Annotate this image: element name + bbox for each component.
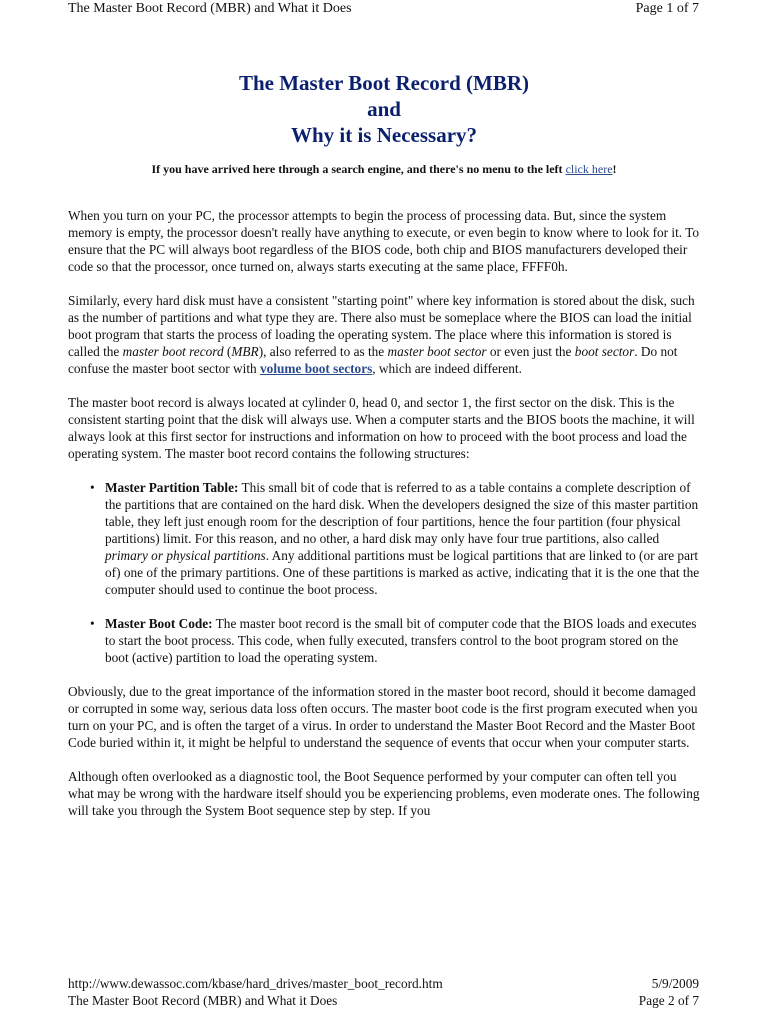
title-line-3: Why it is Necessary? bbox=[290, 123, 478, 147]
title-line-2: and bbox=[367, 97, 401, 121]
page-title bbox=[0, 70, 768, 148]
paragraph-3: The master boot record is always located at cylinder 0, head 0, and sector 1, the first sector on the disk. This is the consistent starting point that the disk will always use. When a computer starts and the BIOS boots the machine, it will always look at this first sector for instructions and information on how to proceed with the boot process and load the operating system. The master boot record contains the following structures: bbox=[68, 395, 695, 461]
page-header bbox=[68, 1, 699, 19]
paragraph-4: Obviously, due to the great importance of the information stored in the master boot record, should it become damaged or corrupted in some way, serious data loss often occurs. The master boot code is the first program executed when you turn on your PC, and is often the target of a virus. In order to understand the Master Boot Record and the Master Boot Code buried within it, it might be helpful to understand the sequence of events that occur when your computer starts. bbox=[68, 684, 698, 750]
header-page-number: Page 1 of 7 bbox=[635, 1, 699, 16]
footer-doc-title: The Master Boot Record (MBR) and What it Does bbox=[68, 993, 338, 1008]
paragraph-5: Although often overlooked as a diagnostic tool, the Boot Sequence performed by your computer can often tell you what may be wrong with the hardware itself should you be experiencing problems, even moderate ones. The following will take you through the System Boot sequence step by step. If you bbox=[68, 769, 700, 818]
paragraph-2: Similarly, every hard disk must have a consistent "starting point" where key information is stored about the disk, such as the number of partitions and what type they are. There also must be someplace where the BIOS can load the initial boot program that starts the process of loading the operating system. The place where this information is stored is called the master boot record (MBR), also referred to as the master boot sector or even just the boot sector. Do not confuse the master boot sector with volume boot sectors, which are indeed different. bbox=[68, 293, 695, 376]
footer-date: 5/9/2009 bbox=[651, 976, 699, 991]
bullet-icon: • bbox=[90, 480, 95, 495]
volume-boot-sectors-link[interactable]: volume boot sectors bbox=[260, 361, 373, 376]
list-item: • Master Partition Table: This small bit of code that is referred to as a table contains a complete description of the partitions that are contained on the hard disk. When the developers designed the size of this master partition table, they left just enough room for the description of four partitions, hence the four partition (four physical partitions) limit. For this reason, and no other, a hard disk may only have four true partitions, also called primary or physical partitions. Any additional partitions must be logical partitions that are linked to (or are part of) one of the primary partitions. One of these partitions is marked as active, indicating that it is the one that the computer should used to continue the boot process. bbox=[90, 480, 700, 597]
article-body bbox=[68, 207, 702, 836]
click-here-link[interactable]: click here bbox=[565, 162, 613, 176]
notice-text: If you have arrived here through a search engine, and there's no menu to the left bbox=[151, 162, 566, 176]
header-doc-title: The Master Boot Record (MBR) and What it Does bbox=[68, 1, 352, 16]
paragraph-1: When you turn on your PC, the processor attempts to begin the process of processing data. But, since the system memory is empty, the processor doesn't really have anything to execute, or even begin to know where to look for it. To ensure that the PC will always boot regardless of the BIOS code, both chip and BIOS manufacturers developed their code so that the processor, once turned on, always starts executing at the same place, FFFF0h. bbox=[68, 208, 700, 274]
title-line-1: The Master Boot Record (MBR) bbox=[238, 71, 530, 95]
structures-list bbox=[68, 479, 702, 666]
footer-page-number: Page 2 of 7 bbox=[638, 993, 699, 1008]
notice-end: ! bbox=[612, 162, 617, 176]
search-engine-notice bbox=[0, 162, 768, 177]
bullet-icon: • bbox=[90, 616, 95, 631]
footer-url: http://www.dewassoc.com/kbase/hard_drives/master_boot_record.htm bbox=[68, 976, 443, 991]
list-item: • Master Boot Code: The master boot record is the small bit of computer code that the BIOS loads and executes to start the boot process. This code, when fully executed, transfers control to the boot program stored on the boot (active) partition to load the operating system. bbox=[90, 616, 697, 665]
